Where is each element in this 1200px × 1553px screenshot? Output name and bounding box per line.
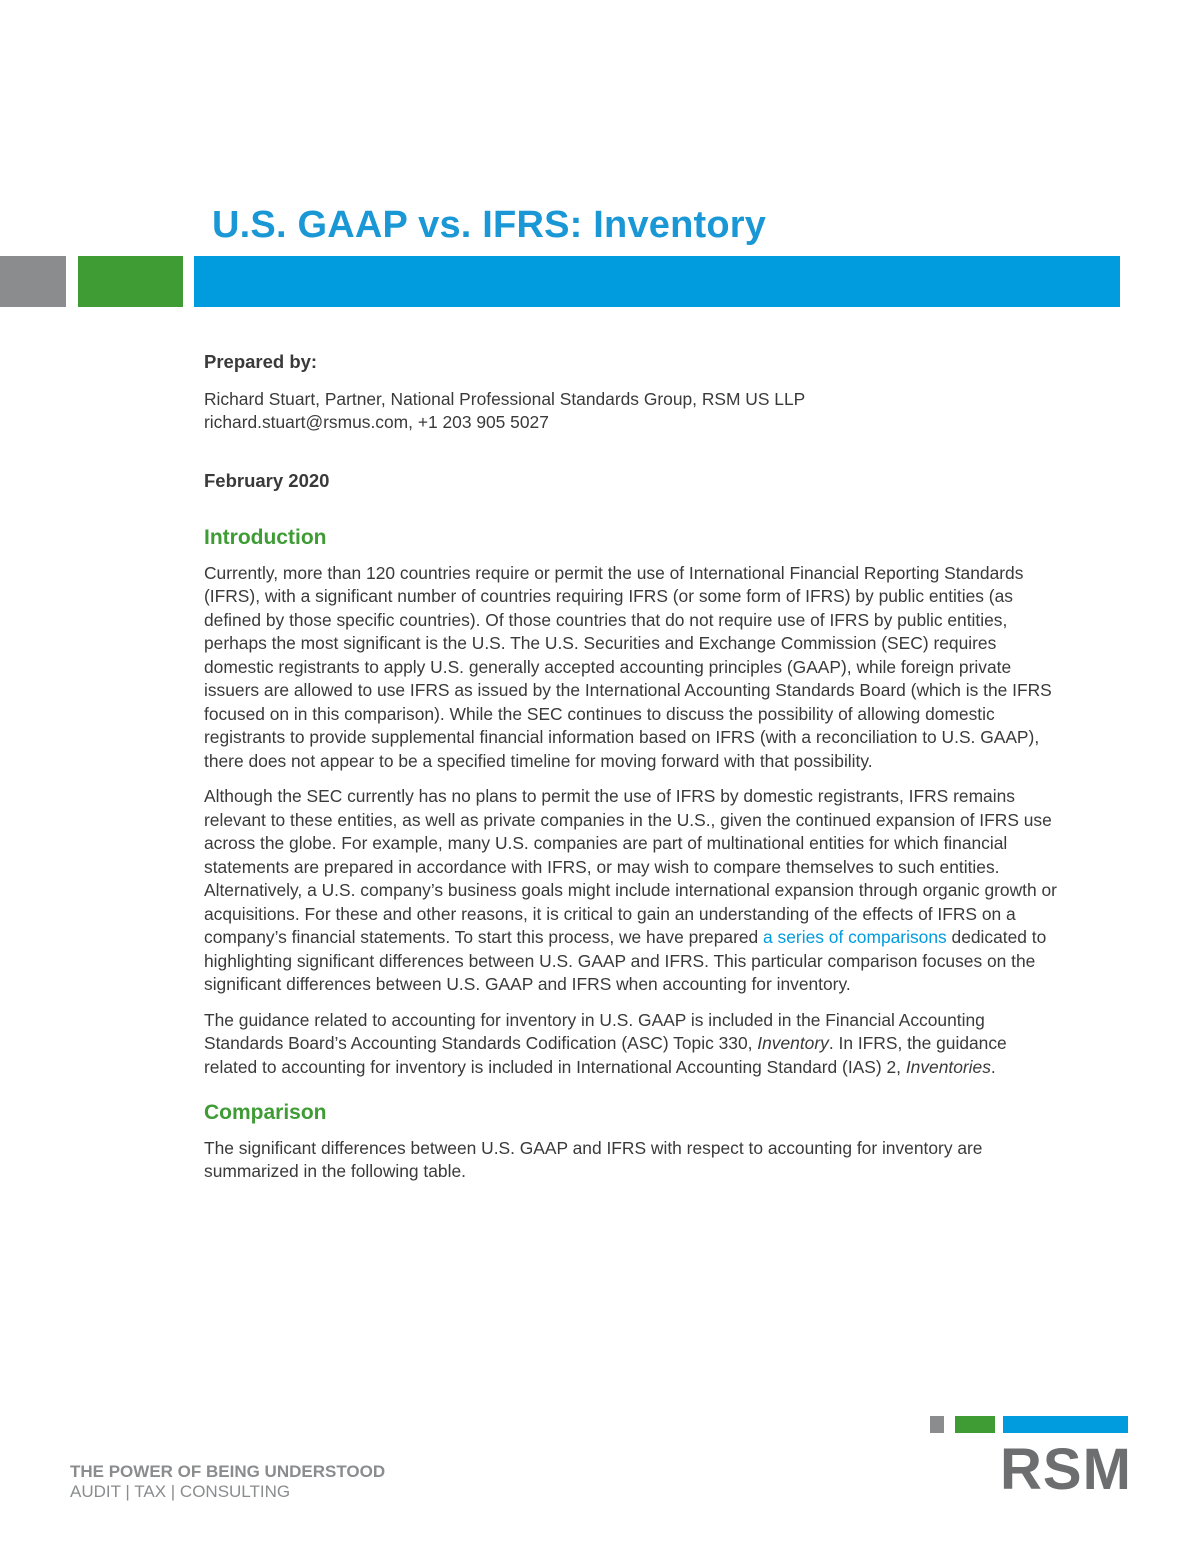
tagline-text: THE POWER OF BEING UNDERSTOOD [70, 1462, 386, 1481]
logo-blue-bar [1003, 1416, 1128, 1433]
ias-title: Inventories [905, 1056, 991, 1077]
comparison-heading: Comparison [204, 1101, 327, 1124]
introduction-paragraph-3-text: The guidance related to accounting for inventory in U.S. GAAP is included in the Financial Accounting Standards Board’s Accounting Standards Codification (ASC) Topic 330, [204, 1009, 985, 1053]
document-date: February 2020 [204, 469, 330, 491]
header-bar-gray [0, 256, 66, 307]
document-title: U.S. GAAP vs. IFRS: Inventory [212, 204, 767, 246]
introduction-paragraph-3-text-mid: . In IFRS, the guidance related to accounting for inventory is included in International Accounting Standard (IAS) 2, [204, 1033, 1007, 1077]
introduction-paragraph-3-text-end: . [990, 1056, 996, 1077]
footer-tagline [70, 1462, 385, 1502]
prepared-by-label: Prepared by: [204, 351, 318, 372]
introduction-paragraph-3 [204, 1009, 1064, 1080]
document-body [204, 350, 1064, 1196]
author-line: Richard Stuart, Partner, National Professional Standards Group, RSM US LLP [204, 388, 806, 409]
introduction-paragraph-2-text: Although the SEC currently has no plans to permit the use of IFRS by domestic registrants, IFRS remains relevant to these entities, as well as private companies in the U.S., given the continued expansion of IFRS use across the globe. For example, many U.S. companies are part of multinational entities for which financial statements are prepared in accordance with IFRS, or may wish to compare themselves to such entities. Alternatively, a U.S. company’s business goals might include international expansion through organic growth or acquisitions. For these and other reasons, it is critical to gain an understanding of the effects of IFRS on a company’s financial statements. To start this process, we have prepared [204, 786, 1057, 947]
asc-topic-title: Inventory [757, 1033, 829, 1053]
comparison-paragraph: The significant differences between U.S. GAAP and IFRS with respect to accounting for inventory are summarized in the following table. [204, 1137, 983, 1181]
introduction-paragraph-2 [204, 785, 1064, 997]
header-bar-green [78, 256, 183, 307]
logo-gray-square [930, 1416, 944, 1433]
contact-line: richard.stuart@rsmus.com, +1 203 905 5027 [204, 412, 549, 432]
introduction-heading: Introduction [204, 526, 327, 549]
series-of-comparisons-link[interactable]: a series of comparisons [763, 927, 947, 947]
introduction-paragraph-1: Currently, more than 120 countries require or permit the use of International Financial Reporting Standards (IFRS), with a significant number of countries requiring IFRS (or some form of IFRS) by public entities (as defined by those specific countries). Of those countries that do not require use of IFRS by public entities, perhaps the most significant is the U.S. The U.S. Securities and Exchange Commission (SEC) requires domestic registrants to apply U.S. generally accepted accounting principles (GAAP), while foreign private issuers are allowed to use IFRS as issued by the International Accounting Standards Board (which is the IFRS focused on in this comparison). While the SEC continues to discuss the possibility of allowing domestic registrants to provide supplemental financial information based on IFRS (with a reconciliation to U.S. GAAP), there does not appear to be a specified timeline for moving forward with that possibility. [204, 562, 1052, 771]
introduction-paragraph-2-text-end: dedicated to highlighting significant differences between U.S. GAAP and IFRS. This particular comparison focuses on the significant differences between U.S. GAAP and IFRS when accounting for inventory. [204, 927, 1047, 994]
rsm-logo: RSM [1000, 1437, 1132, 1502]
logo-green-bar [955, 1416, 995, 1433]
header-bar-blue [194, 256, 1120, 307]
services-text: AUDIT | TAX | CONSULTING [70, 1482, 291, 1501]
